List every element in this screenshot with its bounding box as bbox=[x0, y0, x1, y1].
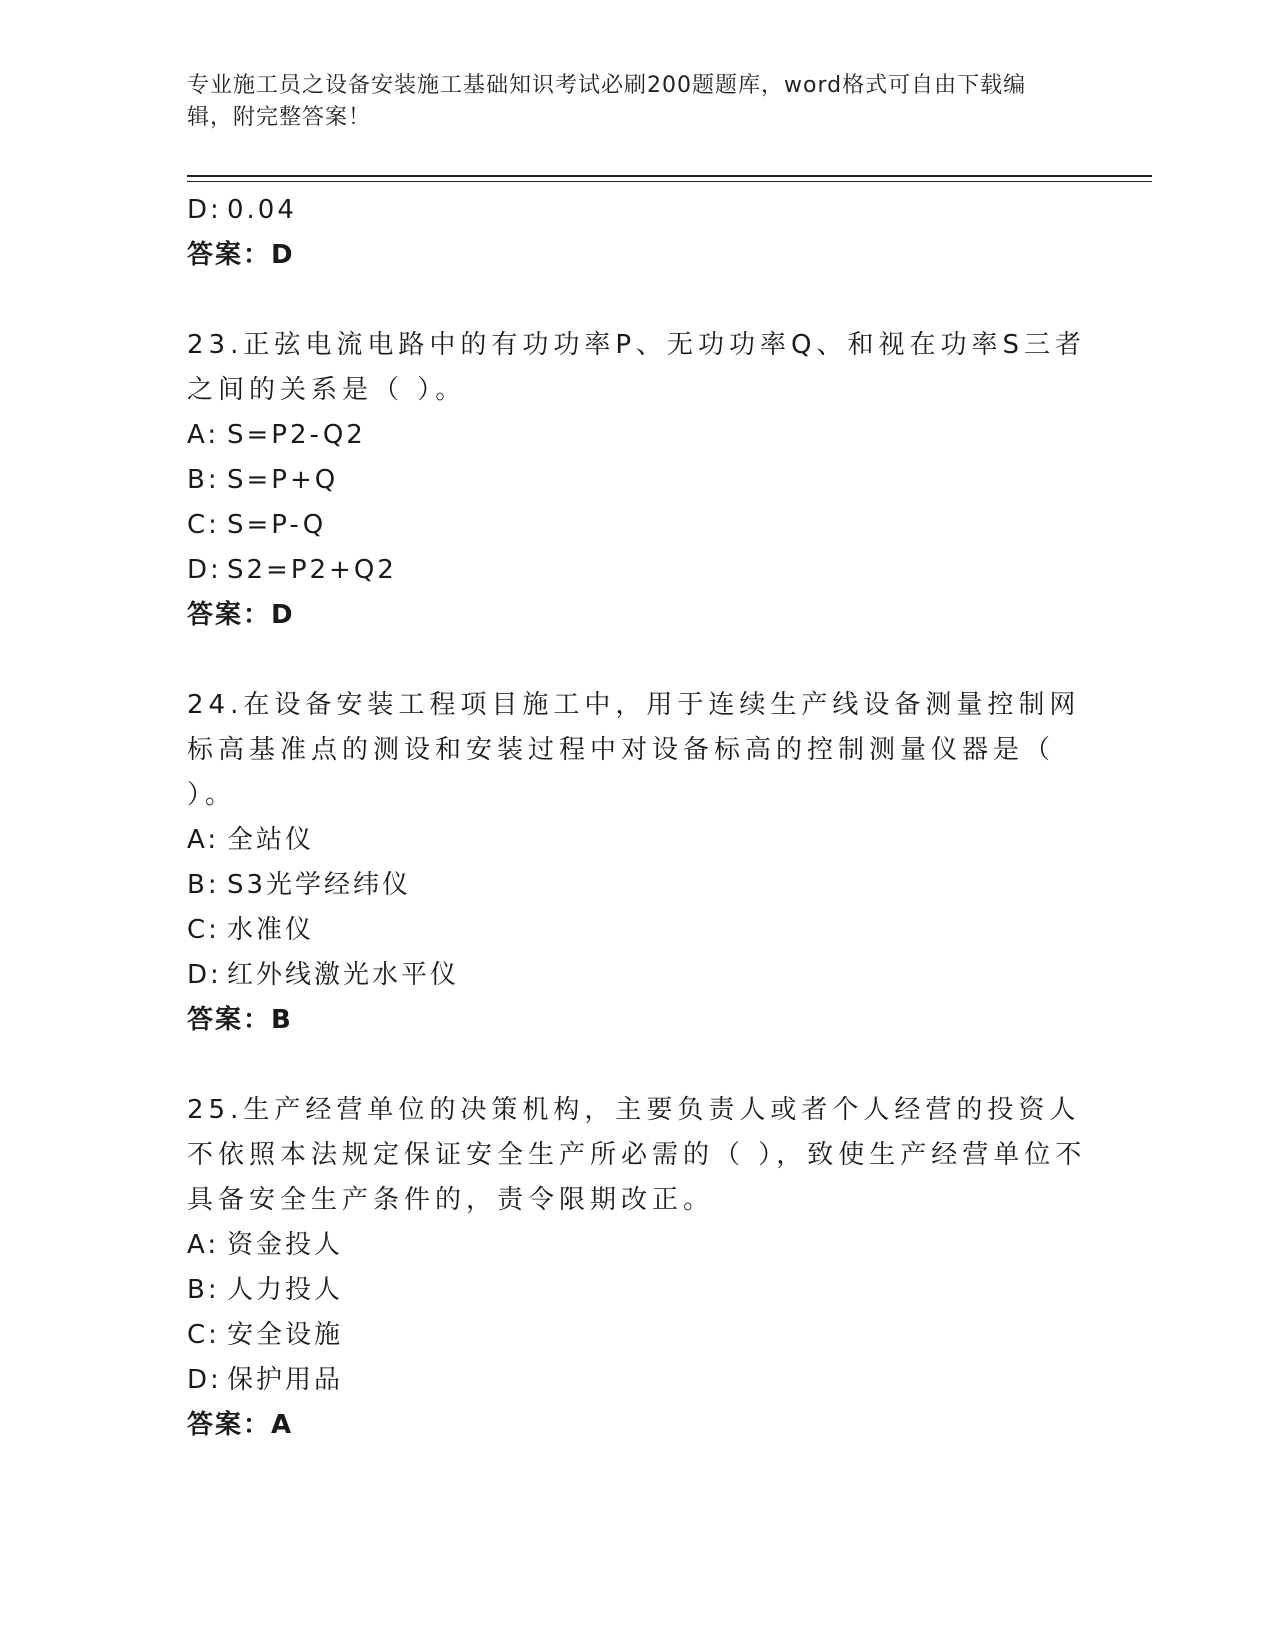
option-key: A: bbox=[187, 420, 220, 450]
q23-option-a bbox=[187, 413, 1087, 458]
header-divider-thick bbox=[187, 175, 1152, 177]
prev-option-d bbox=[187, 188, 1087, 233]
option-key: C: bbox=[187, 915, 220, 945]
option-key: B: bbox=[187, 465, 220, 495]
option-text: 水准仪 bbox=[227, 915, 315, 945]
question-stem-24: 24.在设备安装工程项目施工中，用于连续生产线设备测量控制网标高基准点的测设和安装过程中对设备标高的控制测量仪器是（ ）。 bbox=[187, 690, 1081, 810]
q25-answer: 答案：A bbox=[187, 1410, 294, 1440]
option-text: S=P+Q bbox=[227, 465, 339, 495]
option-text: 安全设施 bbox=[227, 1320, 344, 1350]
spacer bbox=[187, 278, 1087, 323]
q24-option-d bbox=[187, 953, 1087, 998]
option-key: B: bbox=[187, 870, 220, 900]
option-text: 资金投人 bbox=[227, 1230, 344, 1260]
q23-answer: 答案：D bbox=[187, 600, 295, 630]
spacer bbox=[187, 638, 1087, 683]
q23-option-b bbox=[187, 458, 1087, 503]
option-key: D: bbox=[187, 195, 222, 225]
option-key: A: bbox=[187, 1230, 220, 1260]
option-key: D: bbox=[187, 555, 222, 585]
option-key: B: bbox=[187, 1275, 220, 1305]
spacer bbox=[187, 1043, 1087, 1088]
q24-option-c bbox=[187, 908, 1087, 953]
option-text: 保护用品 bbox=[227, 1365, 344, 1395]
option-key: C: bbox=[187, 510, 220, 540]
option-key: D: bbox=[187, 960, 222, 990]
document-header: 专业施工员之设备安装施工基础知识考试必刷200题题库，word格式可自由下载编辑，附完整答案！ bbox=[187, 73, 1027, 130]
q25-option-b bbox=[187, 1268, 1087, 1313]
question-content bbox=[187, 188, 1087, 1448]
option-text: S2=P2+Q2 bbox=[227, 555, 397, 585]
q24-option-b bbox=[187, 863, 1087, 908]
option-key: A: bbox=[187, 825, 220, 855]
q24-option-a bbox=[187, 818, 1087, 863]
q25-option-d bbox=[187, 1358, 1087, 1403]
q25-option-a bbox=[187, 1223, 1087, 1268]
option-text: S3光学经纬仪 bbox=[227, 870, 412, 900]
option-text: 0.04 bbox=[227, 195, 297, 225]
option-key: D: bbox=[187, 1365, 222, 1395]
header-divider-thin bbox=[187, 181, 1152, 182]
q24-answer: 答案：B bbox=[187, 1005, 293, 1035]
question-stem-23: 23.正弦电流电路中的有功功率P、无功功率Q、和视在功率S三者之间的关系是（ ）。 bbox=[187, 330, 1086, 405]
option-text: 人力投人 bbox=[227, 1275, 344, 1305]
q23-option-c bbox=[187, 503, 1087, 548]
option-text: 红外线激光水平仪 bbox=[227, 960, 460, 990]
prev-answer: 答案：D bbox=[187, 240, 295, 270]
option-text: S=P-Q bbox=[227, 510, 327, 540]
option-text: S=P2-Q2 bbox=[227, 420, 366, 450]
option-text: 全站仪 bbox=[227, 825, 315, 855]
question-stem-25: 25.生产经营单位的决策机构，主要负责人或者个人经营的投资人不依照本法规定保证安全生产所必需的（ ），致使生产经营单位不具备安全生产条件的，责令限期改正。 bbox=[187, 1095, 1087, 1215]
option-key: C: bbox=[187, 1320, 220, 1350]
q25-option-c bbox=[187, 1313, 1087, 1358]
q23-option-d bbox=[187, 548, 1087, 593]
